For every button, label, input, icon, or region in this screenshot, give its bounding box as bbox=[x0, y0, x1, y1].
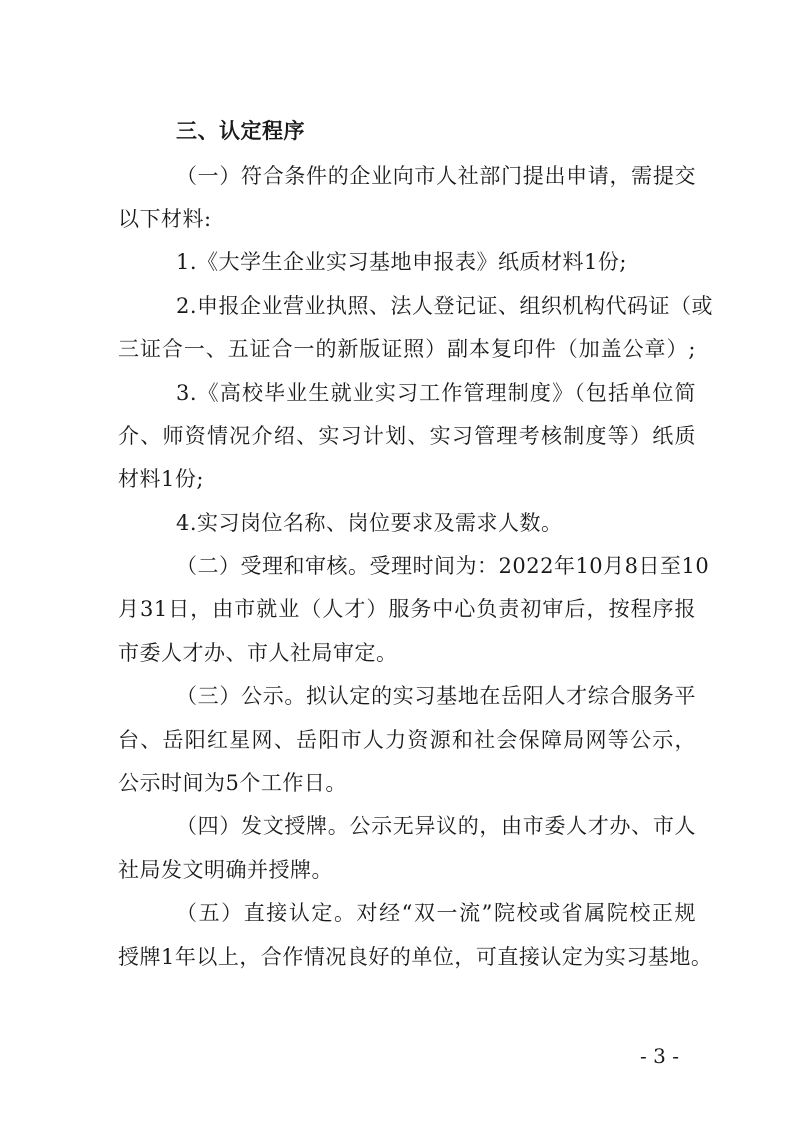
item-3-line-1: 3.《高校毕业生就业实习工作管理制度》（包括单位简 bbox=[176, 381, 696, 405]
paragraph-2-line-1: （二）受理和审核。受理时间为：2022年10月8日至10 bbox=[176, 554, 710, 578]
item-2-line-2: 三证合一、五证合一的新版证照）副本复印件（加盖公章）; bbox=[118, 337, 696, 361]
section-heading: 三、认定程序 bbox=[176, 119, 305, 143]
paragraph-1-line-2: 以下材料: bbox=[118, 207, 212, 231]
item-1: 1.《大学生企业实习基地申报表》纸质材料1份; bbox=[176, 250, 627, 274]
paragraph-2-line-2: 月31日，由市就业（人才）服务中心负责初审后，按程序报 bbox=[118, 597, 696, 621]
paragraph-5-line-1: （五）直接认定。对经“双一流”院校或省属院校正规 bbox=[176, 901, 696, 925]
page-number: - 3 - bbox=[640, 1044, 679, 1068]
paragraph-3-line-2: 台、岳阳红星网、岳阳市人力资源和社会保障局网等公示， bbox=[118, 728, 696, 752]
paragraph-1-line-1: （一）符合条件的企业向市人社部门提出申请，需提交 bbox=[176, 164, 696, 188]
paragraph-2-line-3: 市委人才办、市人社局审定。 bbox=[118, 641, 398, 665]
item-3-line-2: 介、师资情况介绍、实习计划、实习管理考核制度等）纸质 bbox=[118, 424, 696, 448]
item-4: 4.实习岗位名称、岗位要求及需求人数。 bbox=[176, 511, 563, 535]
paragraph-4-line-2: 社局发文明确并授牌。 bbox=[118, 858, 333, 882]
paragraph-5-line-2: 授牌1年以上，合作情况良好的单位，可直接认定为实习基地。 bbox=[118, 945, 713, 969]
paragraph-3-line-1: （三）公示。拟认定的实习基地在岳阳人才综合服务平 bbox=[176, 684, 696, 708]
item-2-line-1: 2.申报企业营业执照、法人登记证、组织机构代码证（或 bbox=[176, 294, 714, 318]
paragraph-3-line-3: 公示时间为5个工作日。 bbox=[118, 771, 347, 795]
paragraph-4-line-1: （四）发文授牌。公示无异议的，由市委人才办、市人 bbox=[176, 814, 696, 838]
item-3-line-3: 材料1份; bbox=[118, 467, 204, 491]
